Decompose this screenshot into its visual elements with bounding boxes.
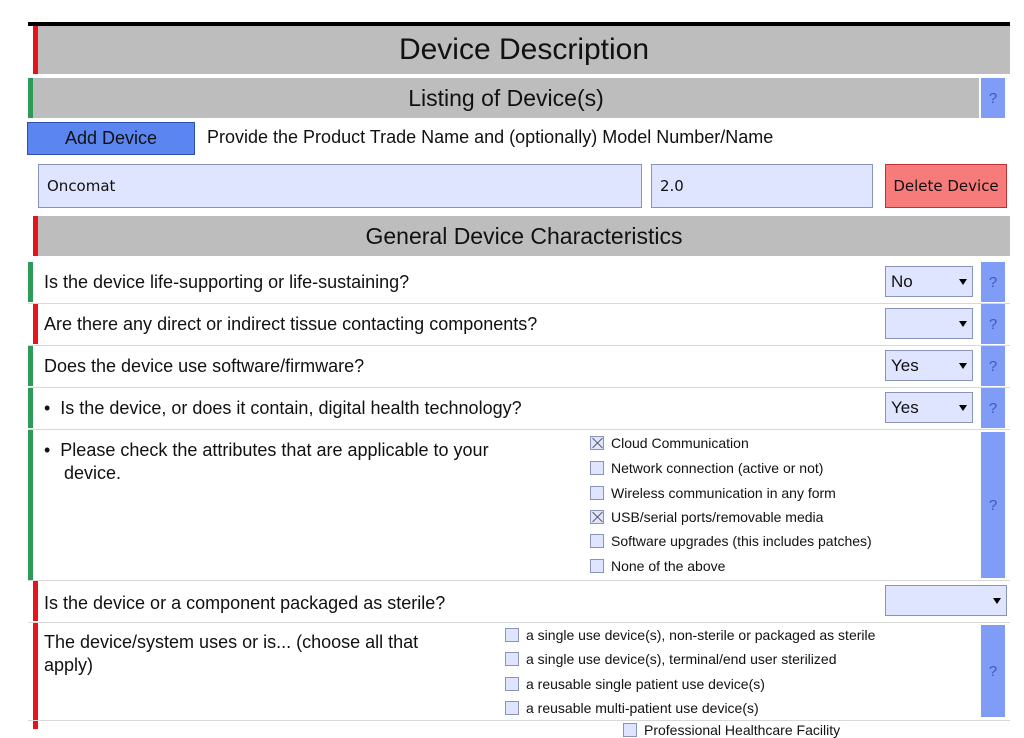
q1-accent <box>28 262 33 302</box>
attribute-option-label: USB/serial ports/removable media <box>611 509 824 525</box>
uses-prompt: The device/system uses or is... (choose all that apply) <box>44 632 419 675</box>
checkbox[interactable] <box>590 534 604 548</box>
digital-health-select[interactable] <box>885 392 973 423</box>
partial-option-label: Professional Healthcare Facility <box>644 722 841 738</box>
checkbox[interactable] <box>590 486 604 500</box>
listing-help-button[interactable]: ? <box>981 78 1005 118</box>
digital-health-question: • Is the device, or does it contain, digital health technology? <box>44 398 522 418</box>
life-supporting-value: No <box>891 271 913 291</box>
chevron-down-icon <box>959 405 967 411</box>
attribute-option[interactable] <box>590 435 749 451</box>
uses-option-label: a reusable single patient use device(s) <box>526 676 765 692</box>
checkbox[interactable] <box>623 723 637 737</box>
attribute-option-label: None of the above <box>611 558 726 574</box>
life-supporting-select[interactable] <box>885 266 973 297</box>
device-description-title: Device Description <box>398 33 650 66</box>
row-separator <box>28 345 1010 346</box>
row-separator <box>28 387 1010 388</box>
digital-health-help-button[interactable]: ? <box>981 388 1005 428</box>
attribute-option-label: Wireless communication in any form <box>611 485 836 501</box>
add-device-button[interactable]: Add Device <box>27 122 195 155</box>
attribute-option[interactable] <box>590 460 823 476</box>
uses-option-label: a reusable multi-patient use device(s) <box>526 700 759 716</box>
attributes-help-button[interactable]: ? <box>981 432 1005 578</box>
digital-health-value: Yes <box>891 397 919 417</box>
sterile-accent <box>33 581 38 621</box>
uses-help-button[interactable]: ? <box>981 625 1005 717</box>
q2-accent <box>33 304 38 344</box>
uses-option-label: a single use device(s), non-sterile or packaged as sterile <box>526 627 876 643</box>
general-title: General Device Characteristics <box>365 222 683 249</box>
uses-option-label: a single use device(s), terminal/end user sterilized <box>526 651 837 667</box>
row-separator <box>28 580 1010 581</box>
attribute-option[interactable] <box>590 509 823 525</box>
q3-accent <box>28 346 33 386</box>
tissue-contact-question: Are there any direct or indirect tissue contacting components? <box>44 314 538 334</box>
software-question: Does the device use software/firmware? <box>44 356 365 376</box>
tissue-contact-select[interactable] <box>885 308 973 339</box>
chevron-down-icon <box>959 321 967 327</box>
checkbox[interactable] <box>505 677 519 691</box>
attribute-option-label: Network connection (active or not) <box>611 460 824 476</box>
attribute-option[interactable] <box>590 558 725 574</box>
chevron-down-icon <box>959 363 967 369</box>
checkbox[interactable] <box>505 628 519 642</box>
attributes-accent <box>28 430 33 580</box>
checkbox[interactable] <box>505 701 519 715</box>
checkbox[interactable] <box>505 652 519 666</box>
life-supporting-question: Is the device life-supporting or life-sustaining? <box>44 272 410 292</box>
software-value: Yes <box>891 355 919 375</box>
uses-option[interactable] <box>505 700 759 716</box>
attributes-prompt: • Please check the attributes that are applicable to your device. <box>44 440 489 483</box>
tissue-contact-help-button[interactable]: ? <box>981 304 1005 344</box>
uses-option[interactable] <box>505 651 836 667</box>
checkbox-checked[interactable] <box>590 436 604 450</box>
model-number-input[interactable]: 2.0 <box>651 164 873 208</box>
partial-option[interactable] <box>623 722 840 738</box>
checkbox[interactable] <box>590 461 604 475</box>
device-description-header <box>38 26 1010 74</box>
software-select[interactable] <box>885 350 973 381</box>
sterile-question: Is the device or a component packaged as sterile? <box>44 593 446 613</box>
listing-title: Listing of Device(s) <box>408 84 604 111</box>
general-header <box>38 216 1010 256</box>
q4-accent <box>28 388 33 428</box>
chevron-down-icon <box>993 598 1001 604</box>
uses-option[interactable] <box>505 627 875 643</box>
attribute-option[interactable] <box>590 485 836 501</box>
checkbox[interactable] <box>590 559 604 573</box>
uses-option[interactable] <box>505 676 765 692</box>
row-separator <box>28 622 1010 623</box>
chevron-down-icon <box>959 279 967 285</box>
attribute-option-label: Software upgrades (this includes patches) <box>611 533 872 549</box>
row-separator <box>28 429 1010 430</box>
delete-device-button[interactable]: Delete Device <box>885 164 1007 208</box>
listing-instruction: Provide the Product Trade Name and (optionally) Model Number/Name <box>207 127 774 147</box>
row-separator <box>28 720 1010 721</box>
trade-name-input[interactable]: Oncomat <box>38 164 642 208</box>
row-separator <box>28 303 1010 304</box>
listing-header <box>33 78 979 118</box>
attribute-option-label: Cloud Communication <box>611 435 749 451</box>
life-supporting-help-button[interactable]: ? <box>981 262 1005 302</box>
uses-accent <box>33 623 38 729</box>
sterile-select[interactable] <box>885 585 1007 616</box>
checkbox-checked[interactable] <box>590 510 604 524</box>
attribute-option[interactable] <box>590 533 872 549</box>
software-help-button[interactable]: ? <box>981 346 1005 386</box>
